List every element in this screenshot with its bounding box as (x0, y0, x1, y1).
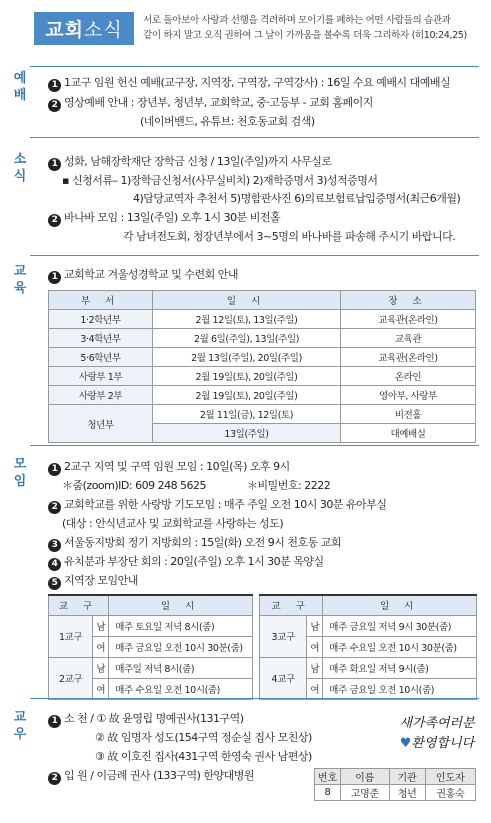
fellowship-item-1-b: ② 故 임명자 성도(154구역 정순실 집사 모친상) (95, 731, 312, 744)
table-cell: 13일(주일) (153, 424, 341, 443)
fellowship-item-1: 1 소 천 / ① 故 윤영립 명예권사(131구역) (48, 710, 244, 728)
worship-item-2: 2 영상예배 안내 : 장년부, 청년부, 교회학교, 중·고등부 - 교회 홈페이지 (48, 94, 373, 112)
item-number: 2 (48, 772, 61, 785)
news-item-1-sub1: ▪ 신청서류– 1)장학금신청서(사무실비치) 2)재학증명서 3)성적증명서 (62, 174, 378, 187)
column-header: 이름 (341, 769, 390, 785)
new-member-table (314, 768, 476, 801)
schedule-cell: 매주 토요일 저녁 8시(줌) (109, 615, 253, 636)
schedule-cell: 매주 수요일 오전 10시 30분(줌) (323, 636, 477, 657)
table-cell: 대예배실 (341, 424, 476, 443)
column-header: 일 시 (323, 595, 477, 615)
gender-cell: 여 (93, 678, 109, 699)
divider (30, 255, 479, 256)
table-row (49, 386, 476, 405)
welcome-signature (392, 714, 482, 754)
table-cell: 사랑부 2부 (49, 386, 153, 405)
table-cell: 고명준 (341, 785, 390, 801)
signature-line-2: 환영합니다 (411, 736, 475, 751)
schedule-cell: 매주 수요일 오전 10시(줌) (109, 678, 253, 699)
column-header: 기관 (389, 769, 425, 785)
item-number: 2 (48, 214, 61, 227)
gender-cell: 여 (307, 678, 323, 699)
fellowship-label: 교우 (13, 710, 27, 742)
table-cell: 2월 19일(토), 20일(주일) (153, 386, 341, 405)
table-cell: 8 (315, 785, 341, 801)
meeting-item-2: 2 교회학교를 위한 사랑방 기도모임 : 매주 주일 오전 10시 30분 유아부실 (48, 496, 386, 514)
table-header-row (49, 291, 476, 310)
verse-line-1: 서로 돌아보아 사랑과 선행을 격려하며 모이기를 폐하는 어떤 사람들의 습관과 (143, 15, 451, 26)
meeting-label: 모임 (13, 457, 27, 489)
table-cell: 교육관 (341, 329, 476, 348)
table-row (49, 615, 253, 636)
table-cell: 2월 19일(토), 20일(주일) (153, 367, 341, 386)
table-header-row (315, 769, 476, 785)
gender-cell: 남 (93, 657, 109, 678)
section-title (34, 12, 134, 45)
table-cell: 2월 13일(주일), 20일(주일) (153, 348, 341, 367)
gender-cell: 남 (307, 615, 323, 636)
worship-label: 예배 (13, 71, 27, 103)
table-cell: 2월 12일(토), 13일(주일) (153, 310, 341, 329)
fellowship-item-1-c: ③ 故 이호진 집사(431구역 한영숙 권사 남편상) (95, 750, 312, 763)
schedule-cell: 매주 화요일 저녁 9시(줌) (323, 657, 477, 678)
district-name: 3교구 (260, 615, 307, 657)
item-number: 3 (48, 539, 61, 552)
news-item-1-sub2: 4)담당교역자 추천서 5)명함판사진 6)의료보험료납입증명서(최근6개월) (133, 192, 461, 205)
column-header: 부 서 (49, 291, 153, 310)
signature-line-1: 새가족여러분 (399, 716, 475, 731)
column-header: 일 시 (153, 291, 341, 310)
district-schedule-table-right (259, 594, 477, 700)
item-number: 1 (48, 463, 61, 476)
divider (30, 445, 479, 446)
table-cell: 사랑부 1부 (49, 367, 153, 386)
item-number: 2 (48, 501, 61, 514)
table-header-row (49, 595, 253, 615)
news-item-1: 1 성화, 남해장학재단 장학금 신청 / 13일(주일)까지 사무실로 (48, 153, 332, 171)
table-cell: 권홍숙 (425, 785, 475, 801)
gender-cell: 여 (307, 636, 323, 657)
table-row (315, 785, 476, 801)
education-item-1: 1 교회학교 겨울성경학교 및 수련회 안내 (48, 266, 238, 284)
table-cell: 비전홀 (341, 405, 476, 424)
district-name: 4교구 (260, 657, 307, 699)
table-cell: 교육관(온라인) (341, 348, 476, 367)
item-number: 4 (48, 558, 61, 571)
scripture-verse (143, 13, 488, 43)
meeting-zoom-id: ＊줌(zoom)ID: 609 248 5625 (62, 479, 207, 492)
column-header: 장 소 (341, 291, 476, 310)
district-schedule-table-left (48, 594, 253, 700)
title-light: 소식 (84, 19, 123, 41)
column-header: 일 시 (109, 595, 253, 615)
column-header: 교 구 (260, 595, 323, 615)
item-number: 1 (48, 715, 61, 728)
item-number: 1 (48, 271, 61, 284)
table-row (260, 657, 477, 678)
gender-cell: 여 (93, 636, 109, 657)
divider (30, 66, 479, 67)
table-cell: 3·4학년부 (49, 329, 153, 348)
news-label: 소식 (13, 152, 27, 184)
news-item-2-cont: 각 남녀전도회, 청장년부에서 3~5명의 바나바를 파송해 주시기 바랍니다. (123, 230, 456, 243)
table-cell: 1·2학년부 (49, 310, 153, 329)
worship-item-2-cont: (네이버밴드, 유튜브: 천호동교회 검색) (140, 115, 315, 128)
meeting-item-1: 1 2교구 지역 및 구역 임원 모임 : 10일(목) 오후 9시 (48, 458, 290, 476)
table-row (49, 367, 476, 386)
meeting-zoom-password: ＊비밀번호: 2222 (247, 479, 331, 492)
gender-cell: 남 (307, 657, 323, 678)
table-row (260, 615, 477, 636)
meeting-item-5: 5 지역장 모임안내 (48, 572, 138, 590)
table-cell: 청년 (389, 785, 425, 801)
item-number: 1 (48, 79, 61, 92)
verse-line-2: 같이 하지 말고 오직 권하여 그 날이 가까움을 볼수록 더욱 그리하자 (히10:24,25) (143, 30, 467, 41)
table-cell: 영아부, 사랑부 (341, 386, 476, 405)
schedule-cell: 매주일 저녁 8시(줌) (109, 657, 253, 678)
district-name: 2교구 (49, 657, 93, 699)
schedule-cell: 매주 금요일 저녁 9시 30분(줌) (323, 615, 477, 636)
district-name: 1교구 (49, 615, 93, 657)
fellowship-item-2: 2 입 원 / 이금례 권사 (133구역) 한양대병원 (48, 767, 254, 785)
table-cell: 청년부 (49, 405, 153, 443)
divider (30, 137, 479, 138)
table-cell: 2월 11일(금), 12일(토) (153, 405, 341, 424)
table-cell: 5·6학년부 (49, 348, 153, 367)
news-header (0, 0, 491, 56)
divider (30, 698, 479, 699)
education-label: 교육 (13, 264, 27, 296)
table-cell: 교육관(온라인) (341, 310, 476, 329)
table-row (49, 405, 476, 424)
column-header: 인도자 (425, 769, 475, 785)
meeting-item-4: 4 유치분과 부장단 회의 : 20일(주일) 오후 1시 30분 목양실 (48, 553, 324, 571)
item-number: 1 (48, 158, 61, 171)
table-row (49, 657, 253, 678)
table-row (49, 329, 476, 348)
item-number: 5 (48, 577, 61, 590)
table-row (49, 310, 476, 329)
schedule-cell: 매주 금요일 오전 10시 30분(줌) (109, 636, 253, 657)
news-item-2: 2 바나바 모임 : 13일(주일) 오후 1시 30분 비전홀 (48, 209, 280, 227)
schedule-cell: 매주 금요일 오전 10시(줌) (323, 678, 477, 699)
worship-item-1: 1 1교구 임원 헌신 예배(교구장, 지역장, 구역장, 구역강사) : 16일 수요 예배시 대예배실 (48, 74, 450, 92)
table-header-row (260, 595, 477, 615)
title-bold: 교회 (45, 19, 84, 41)
table-cell: 2월 6일(주일), 13일(주일) (153, 329, 341, 348)
meeting-item-2-cont: (대상 : 안식년교사 및 교회학교를 사랑하는 성도) (62, 517, 284, 530)
table-row (49, 348, 476, 367)
column-header: 교 구 (49, 595, 109, 615)
table-cell: 온라인 (341, 367, 476, 386)
column-header: 번호 (315, 769, 341, 785)
heart-icon: ♥ (399, 736, 412, 751)
education-schedule-table (48, 290, 476, 443)
meeting-item-3: 3 서울동지방회 정기 지방회의 : 15일(화) 오전 9시 천호동 교회 (48, 534, 341, 552)
gender-cell: 남 (93, 615, 109, 636)
item-number: 2 (48, 99, 61, 112)
